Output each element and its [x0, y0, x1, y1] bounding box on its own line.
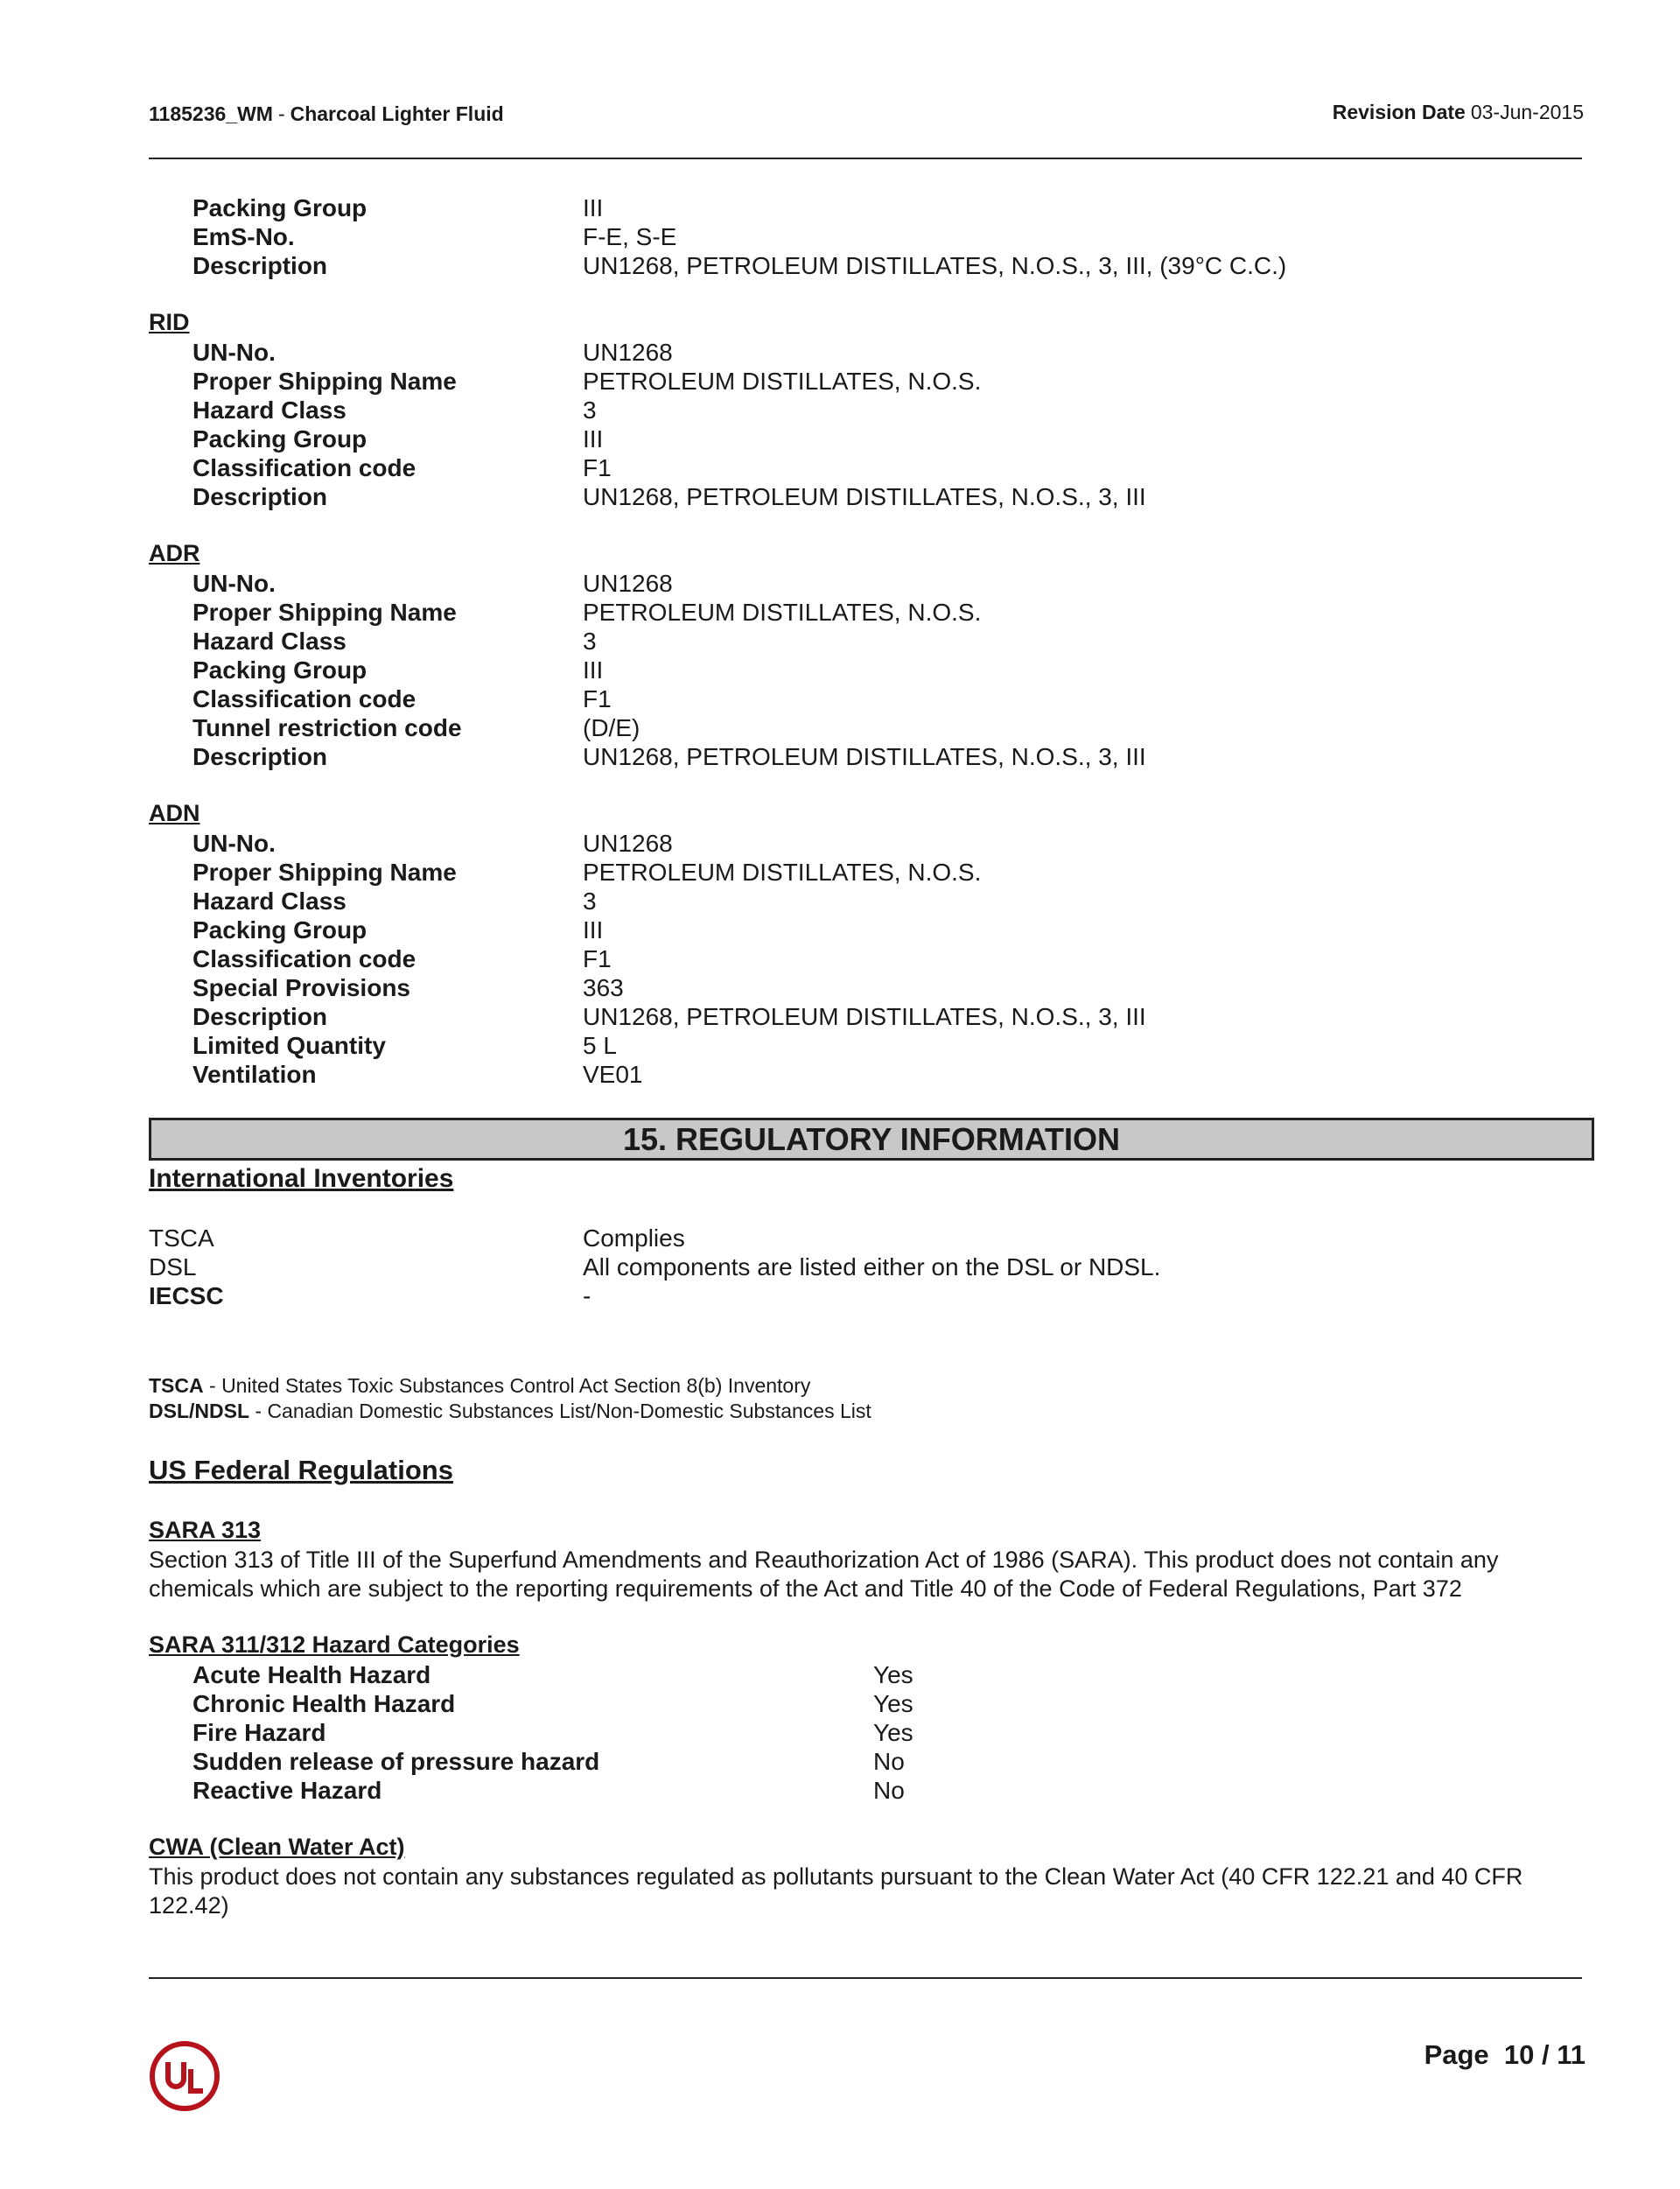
footer-divider — [149, 1977, 1582, 1979]
kv-value: III — [583, 916, 604, 944]
kv-value: F1 — [583, 685, 612, 712]
kv-label: Description — [192, 743, 328, 770]
header-divider — [149, 158, 1582, 159]
kv-value: (D/E) — [583, 714, 640, 741]
adr-title: ADR — [149, 540, 200, 566]
hazard-value: Yes — [873, 1690, 914, 1717]
inventory-label: IECSC — [149, 1282, 224, 1309]
kv-label: Packing Group — [192, 656, 368, 684]
kv-value: 3 — [583, 396, 597, 424]
kv-value: 5 L — [583, 1032, 617, 1059]
hazard-label: Acute Health Hazard — [192, 1661, 431, 1688]
kv-value: UN1268, PETROLEUM DISTILLATES, N.O.S., 3, III — [583, 743, 1146, 770]
sara-313-heading: SARA 313 — [149, 1517, 262, 1543]
kv-value: UN1268 — [583, 339, 673, 366]
kv-value: F1 — [583, 454, 612, 481]
kv-value: UN1268, PETROLEUM DISTILLATES, N.O.S., 3, III, (39°C C.C.) — [583, 252, 1287, 279]
cwa-text: This product does not contain any substances regulated as pollutants pursuant to the Clean Water Act (40 CFR 122.21 and 40 CFR 122.42) — [149, 1863, 1523, 1919]
international-inventories-heading: International Inventories — [149, 1164, 454, 1193]
kv-label: Proper Shipping Name — [192, 368, 457, 395]
revision-date-value: 03-Jun-2015 — [1470, 101, 1584, 123]
note-text: - United States Toxic Substances Control Act Section 8(b) Inventory — [203, 1374, 811, 1397]
inventory-value: Complies — [583, 1224, 685, 1252]
kv-label: UN-No. — [192, 339, 276, 366]
sara-311-312-heading: SARA 311/312 Hazard Categories — [149, 1631, 520, 1658]
kv-label: UN-No. — [192, 830, 276, 857]
inventory-value: - — [583, 1282, 592, 1309]
rid-heading — [149, 309, 190, 336]
kv-label: Tunnel restriction code — [192, 714, 462, 741]
kv-label: Description — [192, 483, 328, 510]
abbreviation-note — [149, 1399, 872, 1424]
kv-label: Hazard Class — [192, 628, 346, 655]
kv-label: Proper Shipping Name — [192, 859, 457, 886]
title-separator: - — [277, 102, 285, 125]
kv-label: Ventilation — [192, 1061, 317, 1088]
kv-value: F-E, S-E — [583, 223, 677, 250]
adr-heading — [149, 540, 200, 567]
kv-label: EmS-No. — [192, 223, 295, 250]
inventory-label: DSL — [149, 1253, 197, 1280]
kv-label: Special Provisions — [192, 974, 410, 1001]
inventory-value: All components are listed either on the DSL or NDSL. — [583, 1253, 1161, 1280]
abbreviation-note — [149, 1373, 810, 1399]
hazard-label: Sudden release of pressure hazard — [192, 1748, 600, 1775]
kv-label: Proper Shipping Name — [192, 599, 457, 626]
kv-value: 363 — [583, 974, 624, 1001]
revision-date — [1333, 101, 1584, 124]
kv-value: UN1268, PETROLEUM DISTILLATES, N.O.S., 3, III — [583, 483, 1146, 510]
kv-label: Packing Group — [192, 194, 368, 221]
revision-label: Revision Date — [1332, 101, 1466, 123]
kv-value: PETROLEUM DISTILLATES, N.O.S. — [583, 599, 982, 626]
cwa-heading: CWA (Clean Water Act) — [149, 1834, 405, 1860]
kv-value: PETROLEUM DISTILLATES, N.O.S. — [583, 368, 982, 395]
section-title: 15. REGULATORY INFORMATION — [622, 1120, 1121, 1157]
hazard-label: Fire Hazard — [192, 1719, 326, 1746]
kv-label: Packing Group — [192, 916, 368, 944]
doc-id: 1185236_WM — [149, 102, 273, 125]
kv-label: UN-No. — [192, 570, 276, 597]
kv-label: Classification code — [192, 945, 416, 972]
kv-label: Classification code — [192, 685, 416, 712]
document-title — [149, 102, 504, 126]
section-15-header — [149, 1118, 1594, 1161]
hazard-label: Reactive Hazard — [192, 1777, 382, 1804]
hazard-value: Yes — [873, 1719, 914, 1746]
kv-value: III — [583, 656, 604, 684]
note-text: - Canadian Domestic Substances List/Non-Domestic Substances List — [249, 1400, 872, 1422]
ul-logo-icon — [149, 2040, 220, 2112]
sara-313-text: Section 313 of Title III of the Superfund Amendments and Reauthorization Act of 1986 (SARA). This product does not contain any chemicals which are subject to the reporting requirements of the Act and Title 40 of the Code of Federal Regulations, Part 372 — [149, 1547, 1499, 1602]
kv-value: VE01 — [583, 1061, 643, 1088]
note-abbr: DSL/NDSL — [149, 1400, 249, 1422]
page-number: Page 10 / 11 — [1424, 2039, 1586, 2070]
kv-value: UN1268, PETROLEUM DISTILLATES, N.O.S., 3, III — [583, 1003, 1146, 1030]
rid-title: RID — [149, 309, 190, 335]
kv-label: Limited Quantity — [192, 1032, 386, 1059]
kv-label: Packing Group — [192, 425, 368, 453]
kv-label: Hazard Class — [192, 396, 346, 424]
kv-value: III — [583, 194, 604, 221]
note-abbr: TSCA — [149, 1374, 204, 1397]
us-federal-regulations-heading: US Federal Regulations — [149, 1455, 453, 1485]
kv-label: Description — [192, 252, 328, 279]
kv-value: UN1268 — [583, 570, 673, 597]
kv-label: Hazard Class — [192, 888, 346, 915]
kv-value: UN1268 — [583, 830, 673, 857]
kv-value: 3 — [583, 888, 597, 915]
kv-value: III — [583, 425, 604, 453]
product-name: Charcoal Lighter Fluid — [290, 102, 504, 125]
kv-value: F1 — [583, 945, 612, 972]
hazard-value: Yes — [873, 1661, 914, 1688]
hazard-value: No — [873, 1748, 905, 1775]
inventory-label: TSCA — [149, 1224, 214, 1252]
kv-value: 3 — [583, 628, 597, 655]
hazard-value: No — [873, 1777, 905, 1804]
hazard-label: Chronic Health Hazard — [192, 1690, 456, 1717]
kv-label: Description — [192, 1003, 328, 1030]
adn-heading — [149, 800, 200, 827]
adn-title: ADN — [149, 800, 200, 826]
kv-label: Classification code — [192, 454, 416, 481]
kv-value: PETROLEUM DISTILLATES, N.O.S. — [583, 859, 982, 886]
